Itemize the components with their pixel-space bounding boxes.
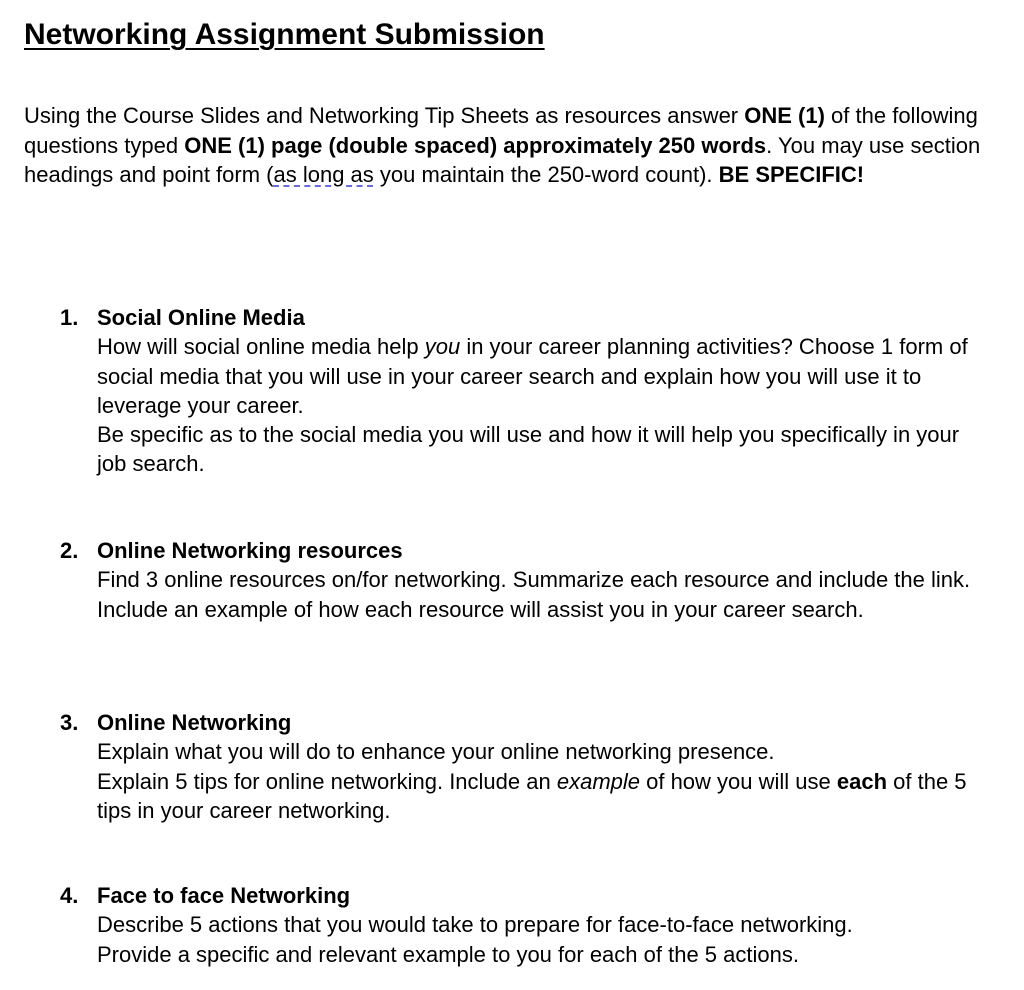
question-text: Explain what you will do to enhance your online networking presence. bbox=[97, 739, 775, 765]
intro-bold-one: ONE (1) bbox=[744, 103, 825, 128]
intro-text: of the following questions typed bbox=[24, 103, 978, 158]
question-item-1 bbox=[60, 303, 990, 479]
question-title: Online Networking bbox=[97, 710, 292, 735]
question-body bbox=[97, 536, 990, 624]
question-number: 2. bbox=[60, 538, 79, 563]
question-item-2 bbox=[60, 536, 990, 624]
question-item-4 bbox=[60, 881, 990, 969]
intro-text: . You may use section headings and point form ( bbox=[24, 132, 981, 187]
question-text: Provide a specific and relevant example to you for each of the 5 actions. bbox=[97, 941, 799, 967]
intro-bold-specific: BE SPECIFIC! bbox=[718, 162, 865, 187]
question-text bbox=[97, 767, 990, 826]
question-text: Be specific as to the social media you will use and how it will help you specifically in your job search. bbox=[97, 422, 960, 477]
intro-paragraph bbox=[24, 101, 999, 190]
question-emphasis: you bbox=[424, 334, 461, 360]
question-text: Describe 5 actions that you would take to prepare for face-to-face networking. bbox=[97, 912, 853, 938]
question-text: Include an example of how each resource will assist you in your career search. bbox=[97, 596, 864, 622]
question-text-part: of how you will use bbox=[640, 768, 837, 794]
intro-text: you maintain the 250-word count). bbox=[373, 162, 719, 187]
intro-bold-page: ONE (1) page (double spaced) approximately 250 words bbox=[184, 132, 767, 158]
question-body bbox=[97, 881, 990, 969]
question-text: Find 3 online resources on/for networking. Summarize each resource and include the link. bbox=[97, 567, 971, 593]
question-number: 4. bbox=[60, 883, 79, 908]
question-item-3 bbox=[60, 708, 990, 825]
document-title: Networking Assignment Submission bbox=[24, 18, 545, 51]
intro-text: Using the Course Slides and Networking Tip Sheets as resources answer bbox=[24, 103, 745, 128]
question-text-part: Explain 5 tips for online networking. Include an bbox=[97, 768, 557, 794]
question-title: Social Online Media bbox=[97, 305, 305, 330]
question-emphasis: example bbox=[556, 768, 640, 794]
question-title: Online Networking resources bbox=[97, 538, 403, 563]
question-text-part: of the 5 tips in your career networking. bbox=[97, 768, 967, 823]
question-number: 3. bbox=[60, 710, 79, 735]
question-text-part: in your career planning activities? Choose 1 form of social media that you will use in your career search and explain how you will use it to leverage your career. bbox=[97, 334, 968, 418]
question-text-part: How will social online media help bbox=[97, 334, 425, 360]
question-strong: each bbox=[836, 768, 888, 794]
grammar-marked-phrase[interactable]: as long as bbox=[273, 162, 374, 187]
question-title: Face to face Networking bbox=[97, 883, 351, 908]
question-body bbox=[97, 708, 990, 825]
question-number: 1. bbox=[60, 305, 79, 330]
question-text bbox=[97, 332, 990, 420]
question-body bbox=[97, 303, 990, 479]
